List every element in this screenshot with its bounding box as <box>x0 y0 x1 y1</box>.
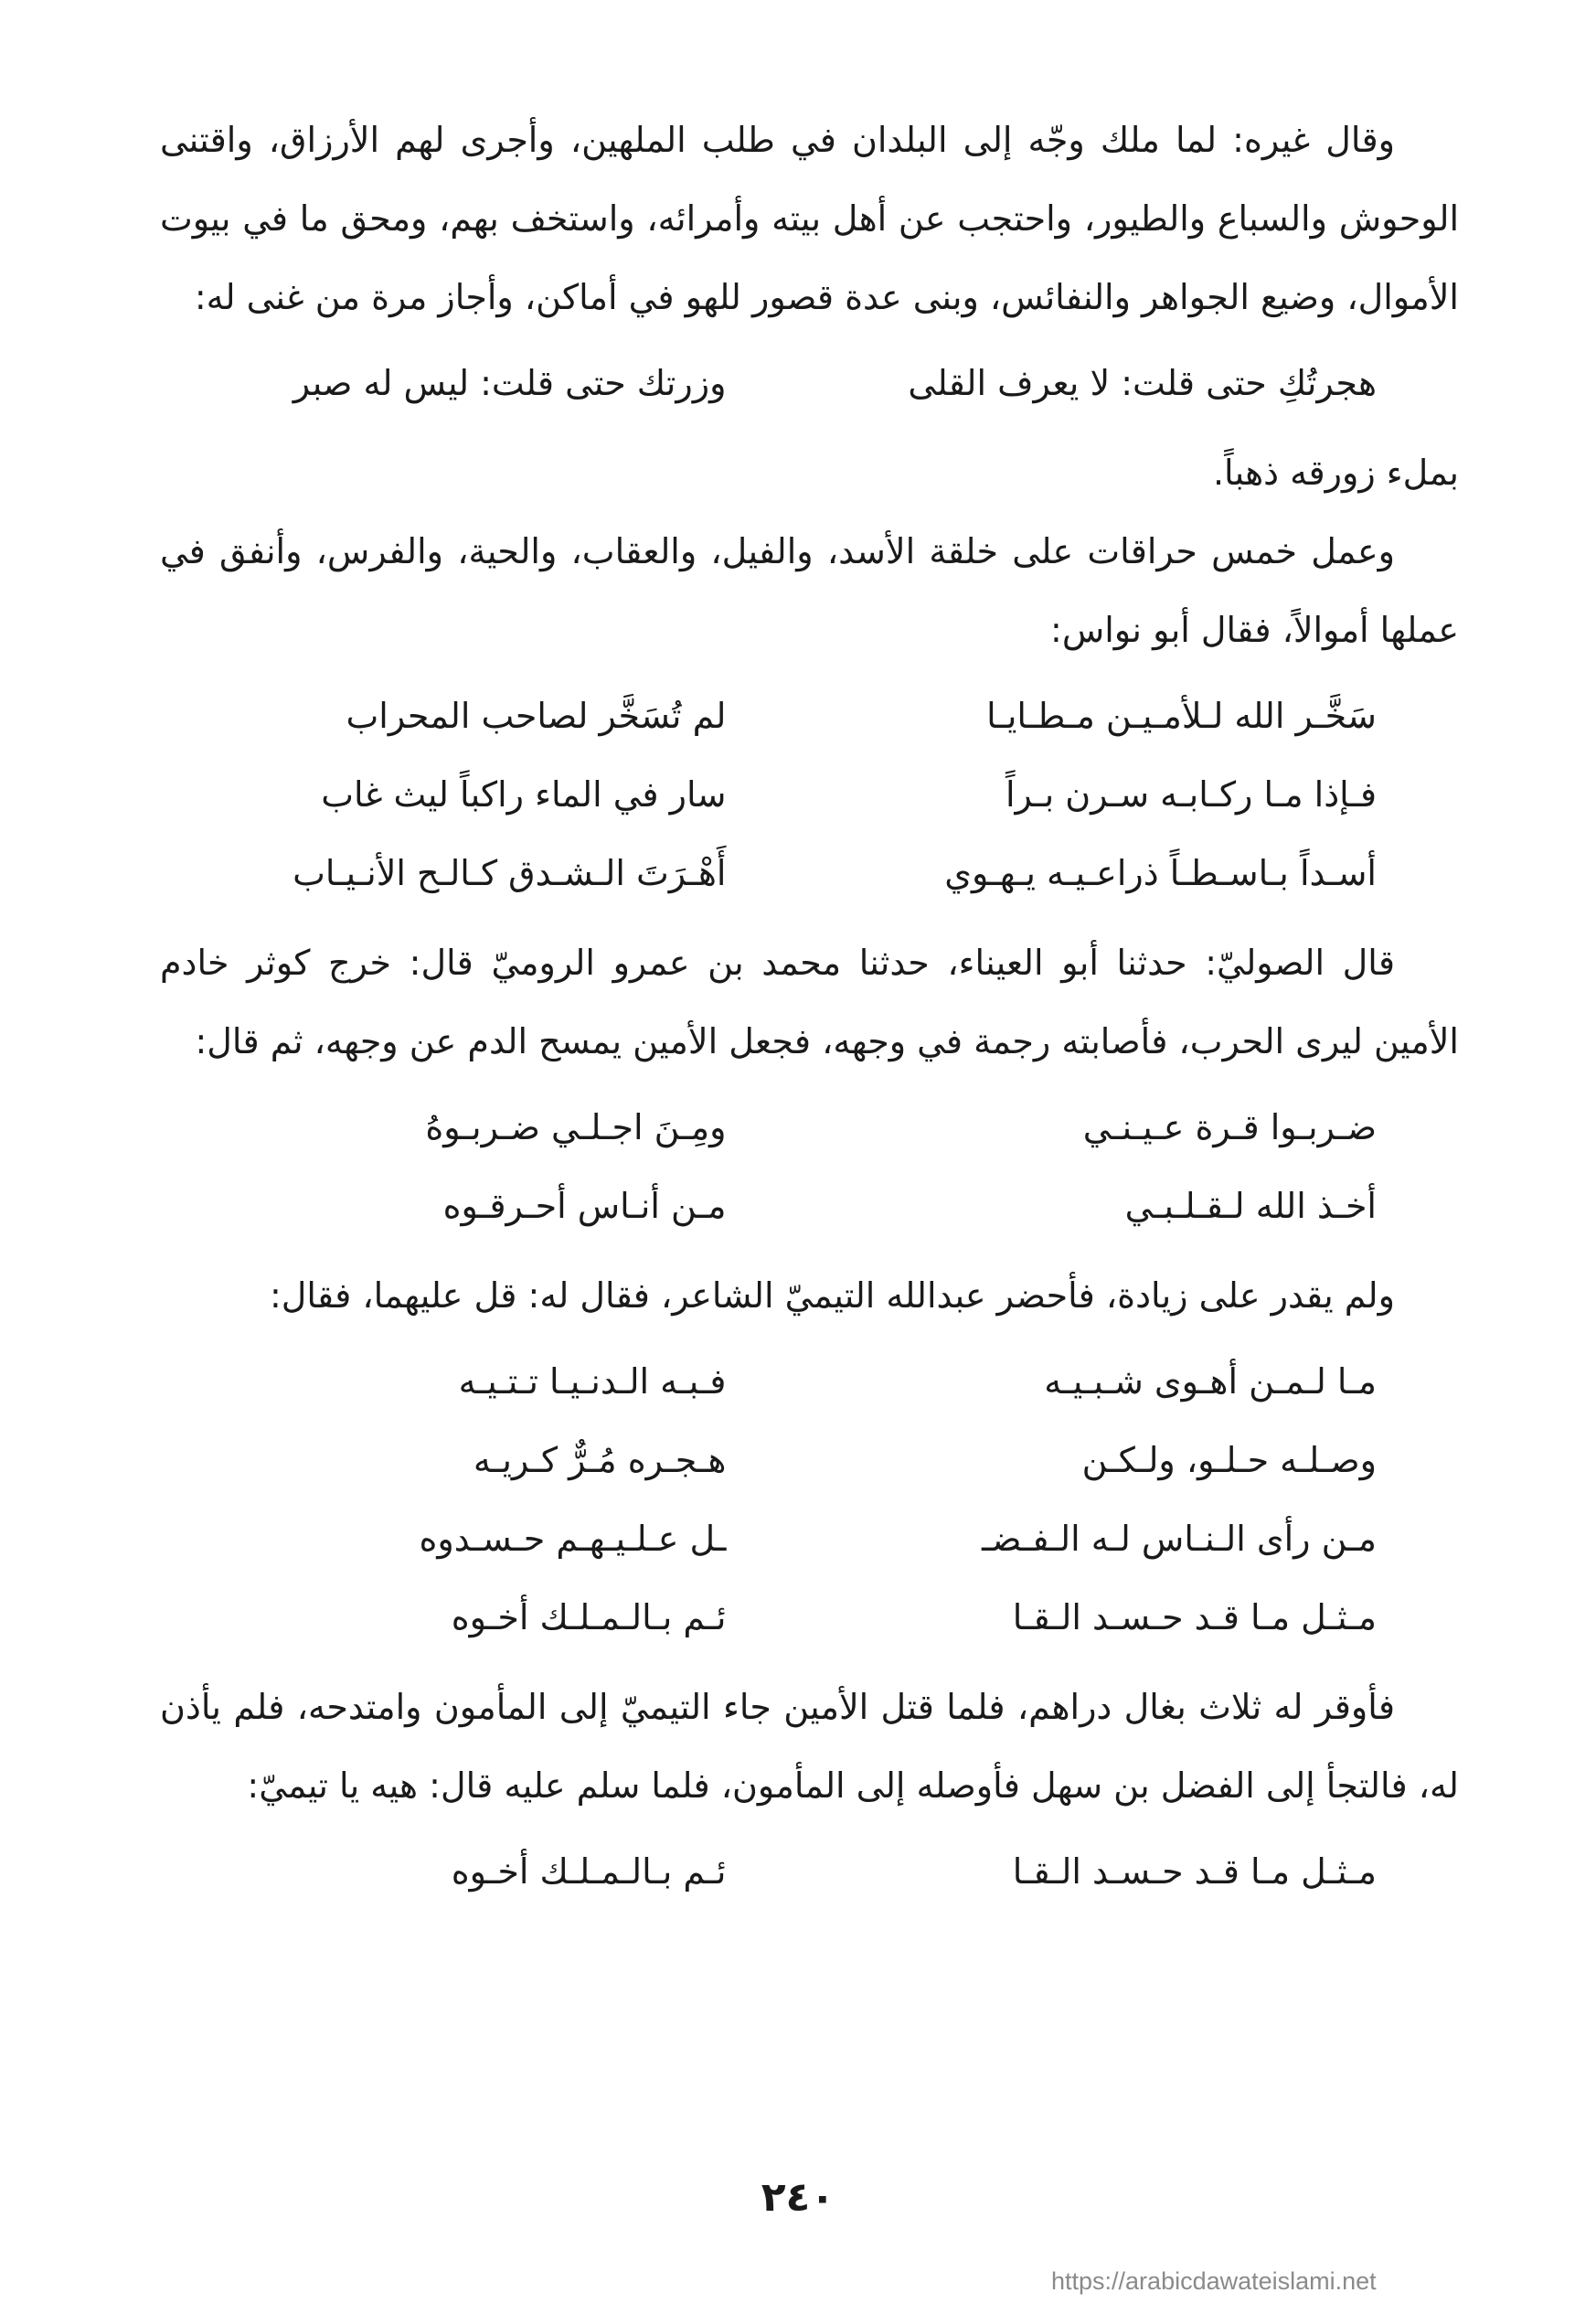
verse-hemistich-first: مـثـل مـا قـد حـسـد الـقـا <box>1012 1851 1377 1892</box>
verse-hemistich-second: وزرتك حتى قلت: ليس له صبر <box>293 363 727 403</box>
verse-line <box>160 1167 1459 1245</box>
verse-line <box>160 755 1459 834</box>
verse-block-3 <box>160 1088 1459 1245</box>
verse-line <box>160 1421 1459 1499</box>
verse-block-5 <box>160 1832 1459 1911</box>
paragraph-2: بملء زورقه ذهباً. <box>1212 453 1459 493</box>
verse-hemistich-first: أخـذ الله لـقـلـبـي <box>1124 1186 1377 1226</box>
verse-line <box>160 1578 1459 1657</box>
verse-block-1 <box>160 344 1459 422</box>
verse-hemistich-second: ئـم بـالـمـلـك أخـوه <box>451 1851 727 1892</box>
verse-hemistich-first: مـثـل مـا قـد حـسـد الـقـا <box>1012 1597 1377 1637</box>
verse-hemistich-second: سار في الماء راكباً ليث غاب <box>321 774 727 815</box>
verse-hemistich-first: أسـداً بـاسـطـاً ذراعـيـه يـهـوي <box>944 853 1377 893</box>
verse-hemistich-second: هـجـره مُـرٌّ كـريـه <box>473 1440 727 1480</box>
verse-hemistich-first: مـن رأى الـنـاس لـه الـفـضـ <box>981 1519 1377 1559</box>
paragraph-5: ولم يقدر على زيادة، فأحضر عبدالله التيميّ الشاعر، فقال له: قل عليهما، فقال: <box>269 1275 1395 1316</box>
verse-line <box>160 1499 1459 1578</box>
verse-line <box>160 1088 1459 1167</box>
watermark-url: https://arabicdawateislami.net <box>1051 2267 1377 2295</box>
verse-hemistich-first: مـا لـمـن أهـوى شـبـيـه <box>1044 1361 1377 1402</box>
verse-line <box>160 1832 1459 1911</box>
verse-hemistich-second: ومِـنَ اجـلـي ضـربـوهُ <box>425 1107 727 1147</box>
verse-block-4 <box>160 1342 1459 1657</box>
verse-line <box>160 1342 1459 1421</box>
verse-hemistich-second: ئـم بـالـمـلـك أخـوه <box>451 1597 727 1637</box>
verse-hemistich-first: وصـلـه حـلـو، ولـكـن <box>1081 1440 1377 1480</box>
verse-block-2 <box>160 677 1459 912</box>
paragraph-4: قال الصوليّ: حدثنا أبو العيناء، حدثنا محمد بن عمرو الروميّ قال: خرج كوثر خادم الأمين ليرى الحرب، فأصابته رجمة في وجهه، فجعل الأمين يمسح الدم عن وجهه، ثم قال: <box>160 943 1459 1061</box>
paragraph-3: وعمل خمس حراقات على خلقة الأسد، والفيل، والعقاب، والحية، والفرس، وأنفق في عملها أموالاً، فقال أبو نواس: <box>160 531 1459 650</box>
verse-hemistich-second: فـبـه الـدنـيـا تـتـيـه <box>458 1361 727 1402</box>
verse-line <box>160 834 1459 912</box>
verse-line <box>160 344 1459 422</box>
page-number: ٢٤٠ <box>761 2174 835 2221</box>
verse-hemistich-first: ضـربـوا قـرة عـيـنـي <box>1082 1107 1377 1147</box>
verse-hemistich-first: سَخَّـر الله لـلأمـيـن مـطـايـا <box>986 696 1377 736</box>
paragraph-6: فأوقر له ثلاث بغال دراهم، فلما قتل الأمين جاء التيميّ إلى المأمون وامتدحه، فلم يأذن له، فالتجأ إلى الفضل بن سهل فأوصله إلى المأمون، فلما سلم عليه قال: هيه يا تيميّ: <box>160 1687 1459 1806</box>
verse-hemistich-second: أَهْـرَتَ الـشـدق كـالـح الأنـيـاب <box>293 853 727 893</box>
verse-hemistich-second: مـن أنـاس أحـرقـوه <box>442 1186 727 1226</box>
verse-hemistich-first: فـإذا مـا ركـابـه سـرن بـراً <box>1005 774 1377 815</box>
verse-hemistich-second: ـل عـلـيـهـم حـسـدوه <box>419 1519 727 1559</box>
verse-hemistich-second: لم تُسَخَّر لصاحب المحراب <box>346 696 727 736</box>
verse-line <box>160 677 1459 755</box>
verse-hemistich-first: هجرتُكِ حتى قلت: لا يعرف القلى <box>908 363 1377 403</box>
paragraph-1: وقال غيره: لما ملك وجّه إلى البلدان في طلب الملهين، وأجرى لهم الأرزاق، واقتنى الوحوش والسباع والطيور، واحتجب عن أهل بيته وأمرائه، واستخف بهم، ومحق ما في بيوت الأموال، وضيع الجواهر والنفائس، وبنى عدة قصور للهو في أماكن، وأجاز مرة من غنى له: <box>160 120 1459 317</box>
